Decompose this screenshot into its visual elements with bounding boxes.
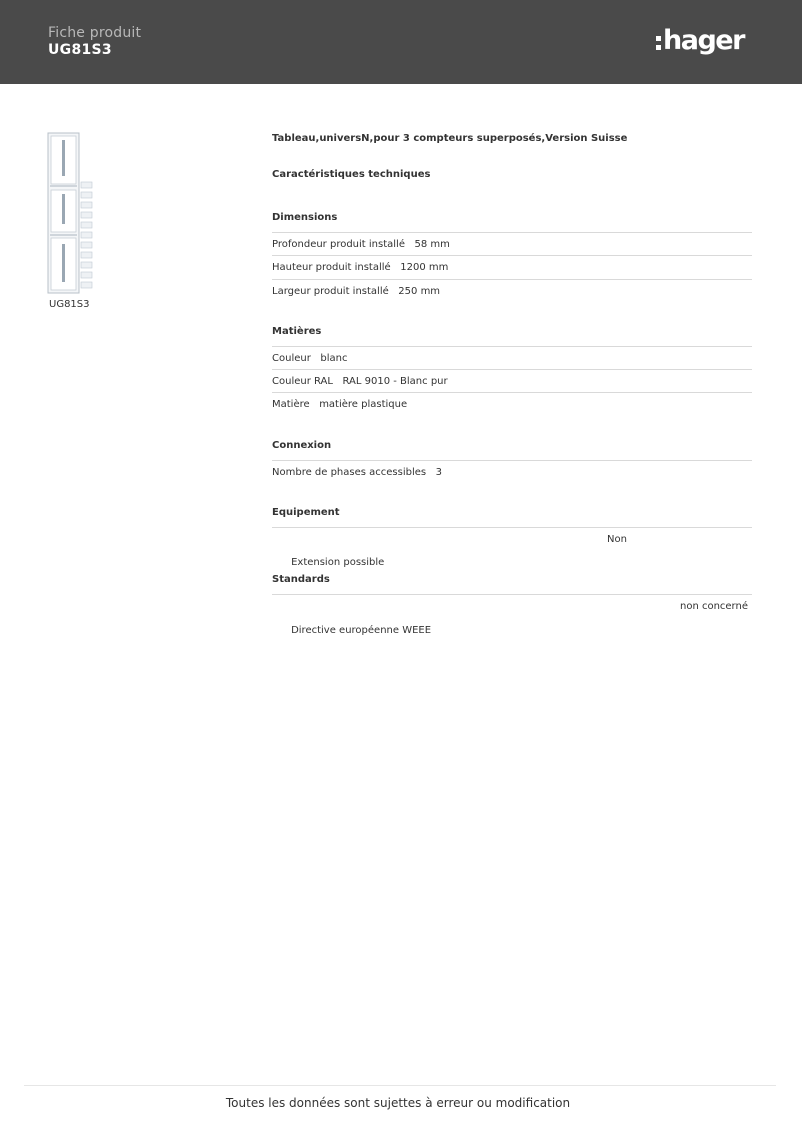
spec-content [272,133,752,636]
section-heading: Standards [272,573,752,595]
section-matieres [272,325,752,417]
spec-row: Nombre de phases accessibles 3 [272,466,443,478]
section-standards [272,573,752,636]
section-heading: Equipement [272,506,752,528]
footer-disclaimer: Toutes les données sont sujettes à erreur ou modification [225,1096,571,1110]
spec-row: Profondeur produit installé 58 mm [272,233,752,256]
hager-logo [656,22,744,58]
section-equipement [272,506,752,569]
product-title: Tableau,universN,pour 3 compteurs superposés,Version Suisse [272,133,628,144]
section-heading: Matières [272,325,752,347]
product-code: UG81S3 [48,42,112,58]
page-header [0,0,802,84]
spec-value: non concerné [679,601,748,613]
section-dimensions [272,211,752,303]
header-label: Fiche produit [48,25,142,41]
logo-wordmark: hager [663,24,744,56]
image-caption: UG81S3 [49,299,90,310]
section-connexion [272,439,752,484]
product-image [47,132,95,294]
spec-row [272,595,752,636]
spec-row: Hauteur produit installé 1200 mm [272,256,752,279]
section-heading: Dimensions [272,211,752,233]
section-heading: Connexion [272,439,752,461]
spec-value: Non [607,534,627,546]
logo-dots-icon [656,36,661,50]
spec-row [272,528,752,569]
spec-row: Matière matière plastique [272,399,408,411]
spec-row: Couleur RAL RAL 9010 - Blanc pur [272,370,752,393]
spec-row: Couleur blanc [272,347,752,370]
spec-label: Directive européenne WEEE [291,624,432,636]
footer-divider [24,1085,776,1086]
spec-label: Extension possible [291,557,385,569]
specs-subtitle: Caractéristiques techniques [272,169,431,180]
spec-row: Largeur produit installé 250 mm [272,285,441,297]
